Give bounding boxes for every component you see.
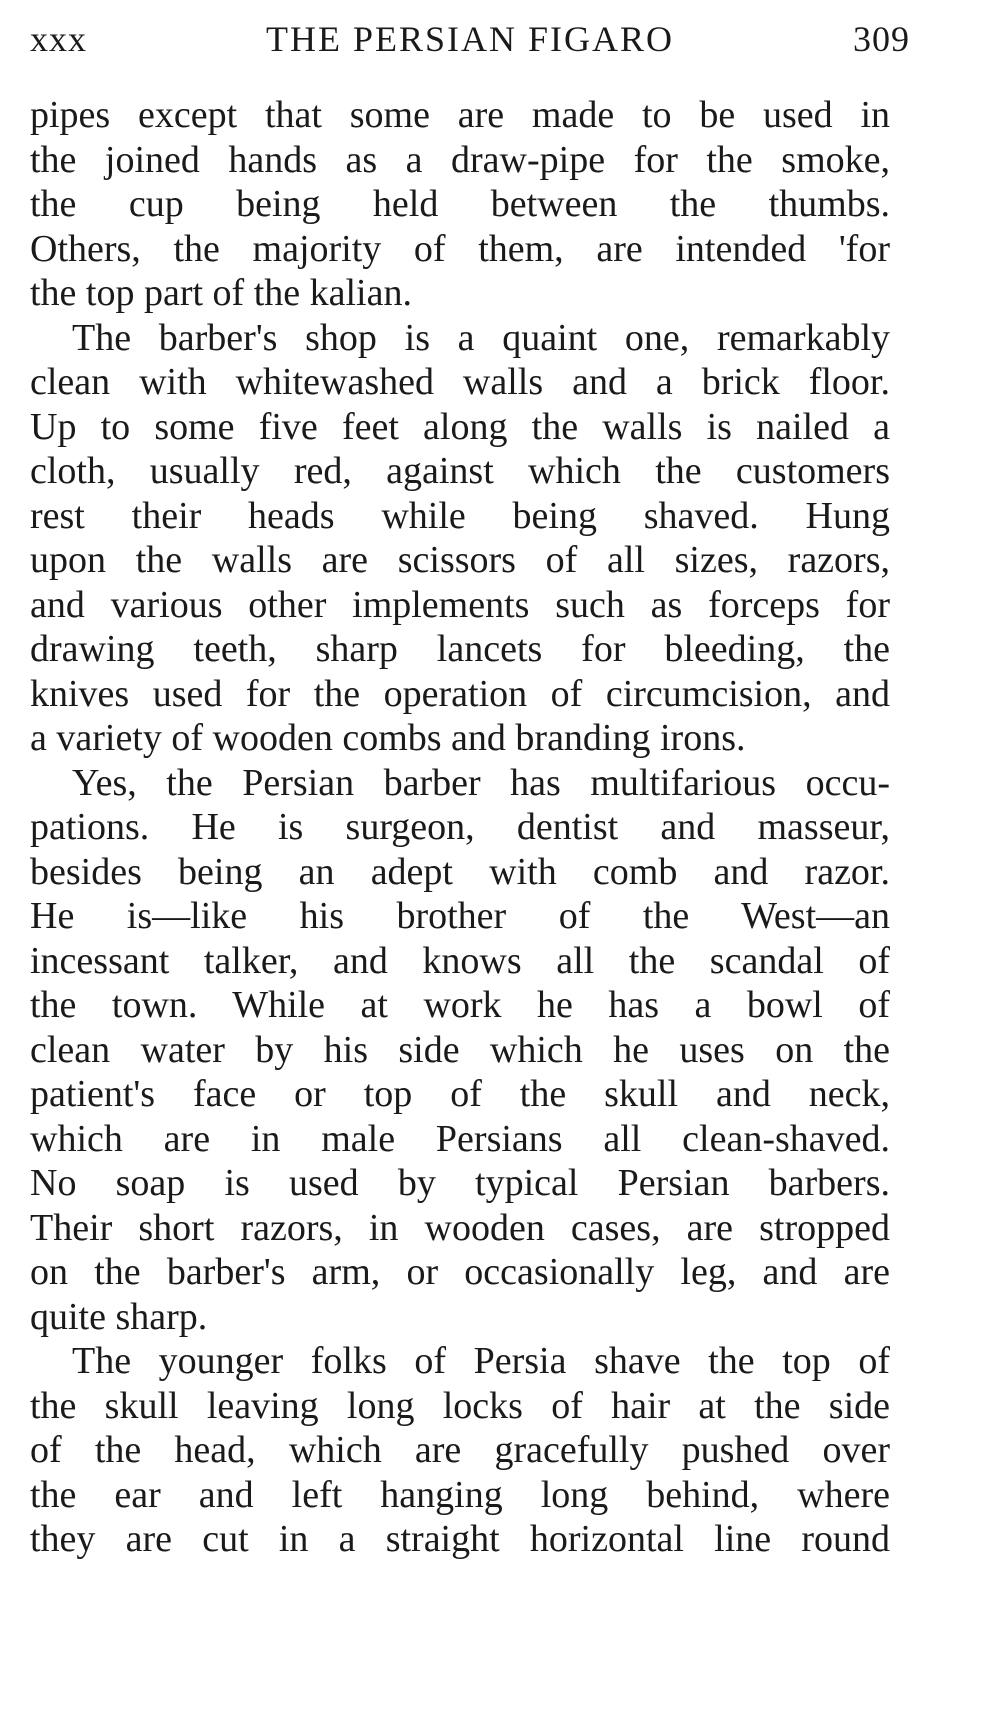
text-line: cloth, usually red, against which the customers: [30, 450, 890, 492]
text-line: the town. While at work he has a bowl of: [30, 984, 890, 1026]
paragraph: [30, 761, 890, 1340]
paragraph: [30, 1339, 890, 1562]
text-line: a variety of wooden combs and branding irons.: [30, 717, 746, 759]
page-title: THE PERSIAN FIGARO: [265, 19, 675, 59]
text-line: Others, the majority of them, are intended 'for: [30, 227, 890, 270]
text-line: clean water by his side which he uses on the: [30, 1028, 890, 1071]
text-line: quite sharp.: [30, 1295, 208, 1338]
running-head: [30, 14, 910, 64]
text-line: on the barber's arm, or occasionally leg, and are: [30, 1251, 890, 1293]
text-line: the ear and left hanging long behind, where: [30, 1473, 890, 1516]
text-line: Yes, the Persian barber has multifarious occu-: [72, 761, 890, 804]
text-line: the cup being held between the thumbs.: [30, 183, 890, 225]
paragraph: [30, 93, 890, 316]
text-line: He is—like his brother of the West—an: [30, 895, 890, 937]
text-line: patient's face or top of the skull and neck,: [30, 1073, 890, 1115]
text-line: The barber's shop is a quaint one, remarkably: [72, 316, 890, 359]
text-line: of the head, which are gracefully pushed over: [30, 1429, 890, 1471]
text-line: and various other implements such as forceps for: [30, 583, 890, 626]
text-line: knives used for the operation of circumcision, and: [30, 672, 890, 715]
text-line: Their short razors, in wooden cases, are stropped: [30, 1206, 890, 1249]
text-line: No soap is used by typical Persian barbers.: [30, 1162, 890, 1204]
text-line: rest their heads while being shaved. Hung: [30, 494, 890, 537]
text-line: clean with whitewashed walls and a brick floor.: [30, 361, 890, 403]
paragraph: [30, 316, 890, 761]
text-line: pipes except that some are made to be used in: [30, 94, 890, 136]
text-line: the top part of the kalian.: [30, 272, 412, 314]
text-line: incessant talker, and knows all the scandal of: [30, 939, 890, 982]
text-line: they are cut in a straight horizontal line round: [30, 1518, 890, 1560]
text-line: the joined hands as a draw-pipe for the smoke,: [30, 138, 890, 181]
text-line: Up to some five feet along the walls is nailed a: [30, 405, 890, 448]
text-line: The younger folks of Persia shave the top of: [72, 1340, 890, 1382]
chapter-number: xxx: [30, 19, 87, 59]
text-line: pations. He is surgeon, dentist and masseur,: [30, 806, 890, 848]
text-line: drawing teeth, sharp lancets for bleeding, the: [30, 628, 890, 670]
text-line: upon the walls are scissors of all sizes, razors,: [30, 539, 890, 581]
body-text: [30, 93, 890, 1562]
page-number: 309: [853, 19, 910, 59]
text-line: the skull leaving long locks of hair at the side: [30, 1384, 890, 1427]
text-line: besides being an adept with comb and razor.: [30, 850, 890, 893]
text-line: which are in male Persians all clean-shaved.: [30, 1117, 890, 1160]
